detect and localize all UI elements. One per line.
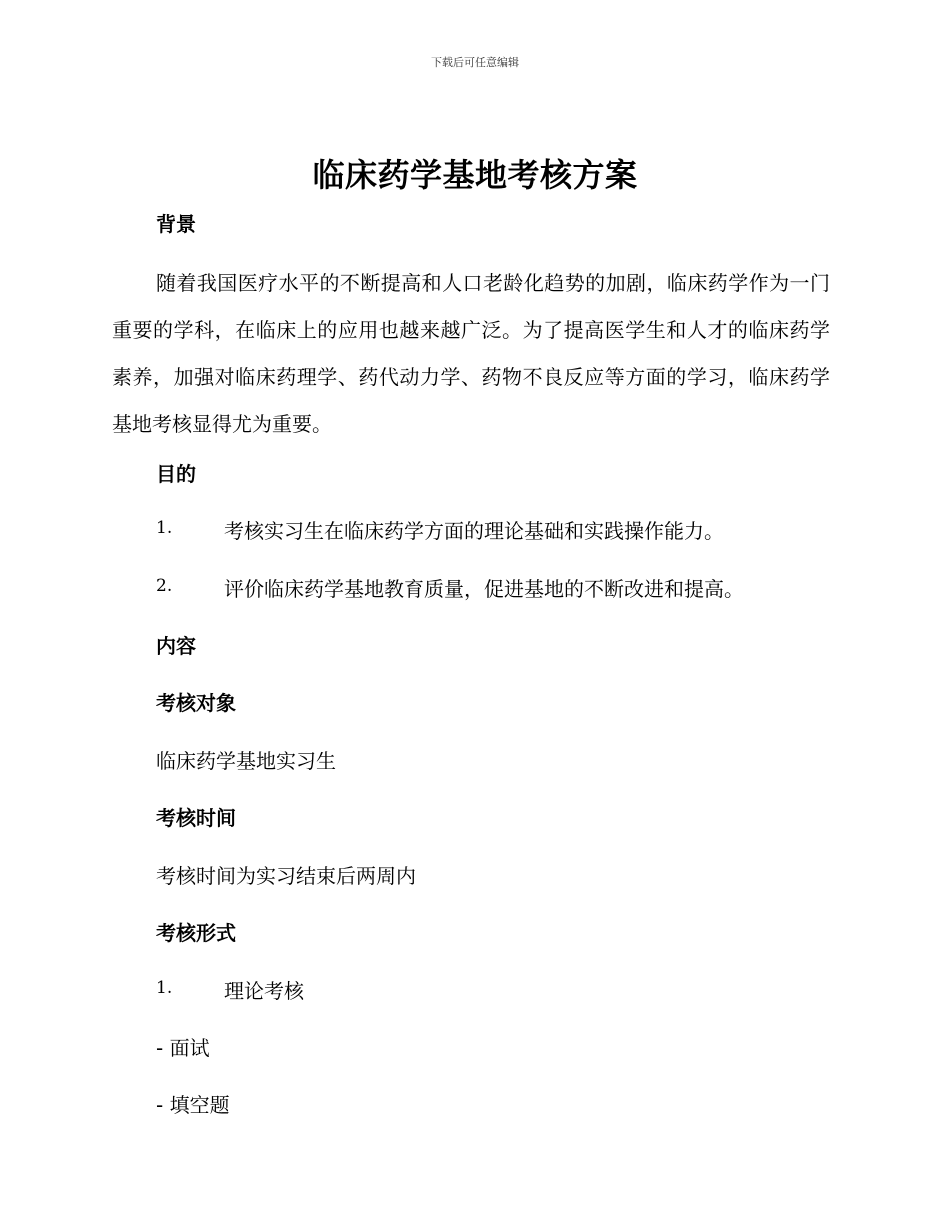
header-note: 下载后可任意编辑: [431, 56, 519, 69]
form-sub-item-interview: - 面试: [156, 1036, 210, 1060]
target-text: 临床药学基地实习生: [156, 749, 336, 773]
section-heading-background: 背景: [156, 212, 196, 236]
form-item-number-1: 1.: [156, 978, 173, 998]
section-heading-content: 内容: [156, 634, 196, 658]
form-sub-item-fill-blank: - 填空题: [156, 1093, 230, 1117]
time-text: 考核时间为实习结束后两周内: [156, 864, 416, 888]
section-heading-purpose: 目的: [156, 462, 196, 486]
subheading-target: 考核对象: [156, 691, 236, 715]
background-paragraph: 随着我国医疗水平的不断提高和人口老龄化趋势的加剧，临床药学作为一门重要的学科，在临床上的应用也越来越广泛。为了提高医学生和人才的临床药学素养，加强对临床药理学、药代动力学、药物不良反应等方面的学习，临床药学基地考核显得尤为重要。: [112, 271, 830, 436]
document-title: 临床药学基地考核方案: [312, 156, 638, 194]
form-item-text-1: 理论考核: [224, 979, 304, 1003]
subheading-time: 考核时间: [156, 806, 236, 830]
purpose-item-text-1: 考核实习生在临床药学方面的理论基础和实践操作能力。: [224, 519, 724, 543]
purpose-item-number-2: 2.: [156, 576, 173, 596]
purpose-item-number-1: 1.: [156, 518, 173, 538]
subheading-form: 考核形式: [156, 921, 236, 945]
purpose-item-text-2: 评价临床药学基地教育质量，促进基地的不断改进和提高。: [224, 577, 744, 601]
